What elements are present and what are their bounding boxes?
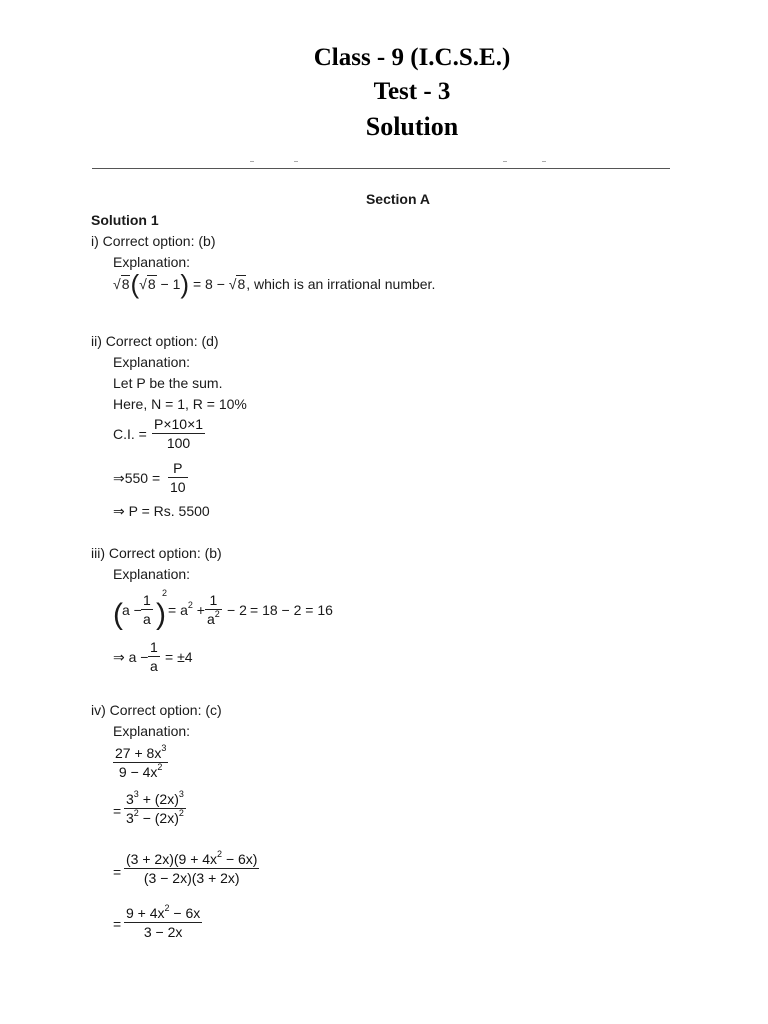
- q4-eq-sign-4: =: [113, 916, 122, 932]
- section-heading: Section A: [365, 191, 431, 207]
- q4-explanation-label: Explanation:: [113, 723, 191, 739]
- q3-exp-2: 2: [162, 588, 168, 598]
- q2-eq2-fraction: [168, 459, 188, 496]
- q4-option: iv) Correct option: (c): [91, 702, 222, 718]
- q2-line-1: Let P be the sum.: [113, 375, 223, 391]
- q3-tail: = 18 − 2 = 16: [250, 602, 333, 618]
- q3-eq-a2: = $a^2$ +: [168, 600, 205, 618]
- q4-step-4: $\frac{9 + 4x^2 - 6x}{3 - 2x}$: [126, 903, 201, 940]
- q3-frac-2: $\frac{1}{a^2}$: [207, 592, 220, 627]
- q3-paren-close: ): [156, 598, 166, 631]
- q3-result-frac: $\frac{1}{a}$: [150, 639, 158, 674]
- rule-tick: [250, 161, 254, 162]
- q2-option: ii) Correct option: (d): [91, 333, 219, 349]
- q1-option: i) Correct option: (b): [91, 233, 216, 249]
- q1-suffix: , which is an irrational number.: [246, 276, 436, 292]
- q2-ci-label: C.I. =: [113, 426, 147, 442]
- q2-ci-fraction: [152, 415, 205, 452]
- q3-explanation-label: Explanation:: [113, 566, 191, 582]
- rule-tick: [294, 161, 298, 162]
- q2-eq2-left: ⇒550 =: [113, 470, 161, 486]
- solution-title: Solution 1: [91, 212, 159, 228]
- q2-ci-num: P×10×1: [154, 416, 204, 432]
- q4-step-3: $\frac{(3 + 2x)(9 + 4x^2 - 6x)}{(3 - 2x)(3 + 2x)}$: [126, 849, 258, 886]
- q4-eq-sign-2: =: [113, 803, 122, 819]
- q1-explanation-label: Explanation:: [113, 254, 191, 270]
- q3-minus-2: − 2: [227, 602, 247, 618]
- q4-eq-sign-3: =: [113, 864, 122, 880]
- header-class: Class - 9 (I.C.S.E.): [313, 44, 511, 71]
- q2-result: ⇒ P = Rs. 5500: [113, 503, 210, 519]
- q3-frac-1: $\frac{1}{a}$: [143, 592, 151, 627]
- q2-eq2-num: P: [168, 459, 188, 478]
- q3-result-left: ⇒ a −: [113, 649, 149, 665]
- q4-step-1: $\frac{27 + 8x^3}{9 - 4x^2}$: [115, 743, 167, 780]
- q2-explanation-label: Explanation:: [113, 354, 191, 370]
- rule-tick: [503, 161, 507, 162]
- q2-line-2: Here, N = 1, R = 10%: [113, 396, 247, 412]
- q3-paren-open: (: [113, 598, 123, 631]
- q1-equation: √8(√8 − 1) = 8 − √8, which is an irrational number.: [113, 269, 436, 299]
- header-test: Test - 3: [373, 78, 451, 105]
- q3-a-minus: a −: [122, 602, 142, 618]
- q4-step-2: $\frac{3^3 + (2x)^3}{3^2 - (2x)^2}$: [126, 789, 184, 826]
- q2-eq2-den: 10: [170, 479, 186, 495]
- q3-option: iii) Correct option: (b): [91, 545, 222, 561]
- header-divider: [92, 168, 670, 169]
- header-solution: Solution: [365, 112, 459, 141]
- q2-ci-den: 100: [166, 435, 191, 451]
- q3-result-right: = ±4: [165, 649, 193, 665]
- rule-tick: [542, 161, 546, 162]
